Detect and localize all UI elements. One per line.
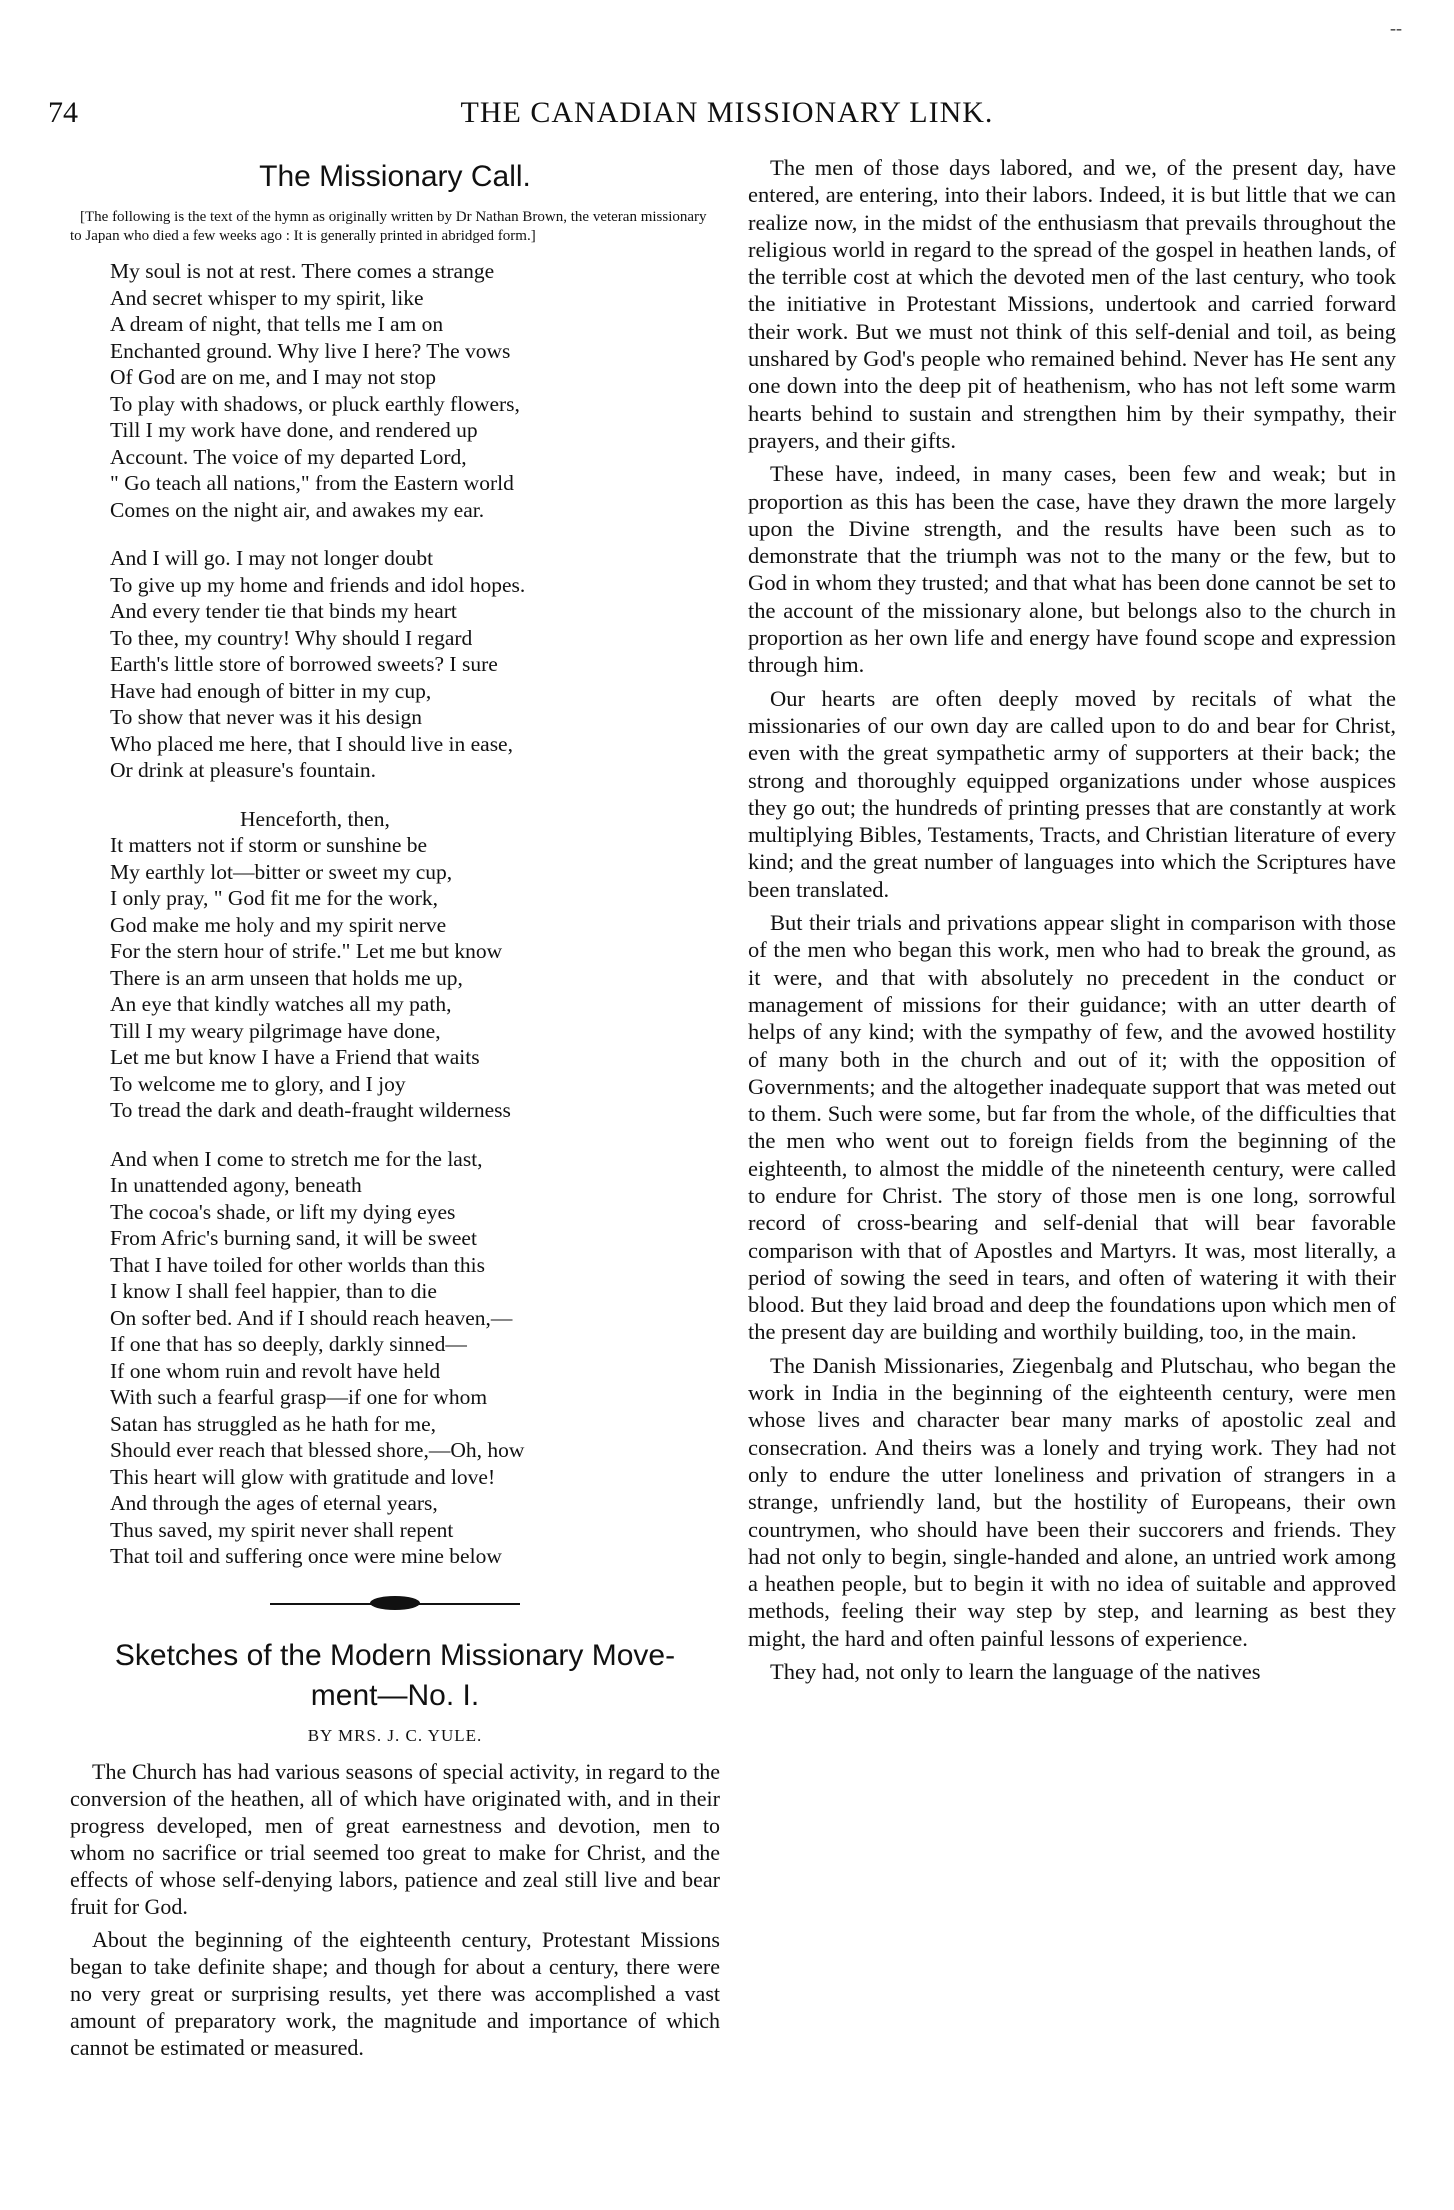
article-paragraph: Our hearts are often deeply moved by recitals of what the missionaries of our own day are called upon to do and bear for Christ, even with the great sympathetic army of supporters at their back; the strong and thoroughly equipped organizations under whose auspices they go out; the hundreds of printing presses that are constantly at work multiplying Bibles, Testaments, Tracts, and Christian literature of every kind; and the great number of languages into which the Scriptures have been translated.	[748, 685, 1396, 902]
article-title-line-2: ment—No. I.	[310, 1678, 480, 1712]
article-paragraph: They had, not only to learn the language of the natives	[770, 1659, 1261, 1685]
article-paragraph: The men of those days labored, and we, of the present day, have entered, are entering, into their labors. Indeed, it is but little that we can realize now, in the midst of the enthusiasm that prevails throughout the religious world in regard to the spread of the gospel in heathen lands, of the terrible cost at which the devoted men of the last century, who took the initiative in Protestant Missions, undertook and carried forward their work. But we must not think of this self-denial and toil, as being unshared by God's people who remained behind. Never has He sent any one down into the deep pit of heathenism, who has not left some warm hearts behind to sustain and strengthen him by their sympathy, their prayers, and their gifts.	[748, 155, 1396, 453]
poem-line: My soul is not at rest. There comes a strange	[110, 259, 495, 283]
poem-line: Let me but know I have a Friend that waits	[110, 1045, 480, 1069]
poem-stanza	[110, 258, 720, 523]
poem-line: Of God are on me, and I may not stop	[110, 365, 437, 389]
article-byline: BY MRS. J. C. YULE.	[307, 1725, 483, 1745]
poem-line: Have had enough of bitter in my cup,	[110, 678, 432, 703]
left-column	[70, 154, 720, 2067]
poem-line: " Go teach all nations," from the Eastern world	[110, 471, 514, 495]
right-column	[748, 154, 1396, 1691]
poem-stanza	[110, 806, 720, 1124]
poem-line: Account. The voice of my departed Lord,	[110, 444, 467, 469]
article-body-right	[748, 154, 1396, 1685]
poem-line: Till I my work have done, and rendered up	[110, 418, 478, 442]
poem-line: It matters not if storm or sunshine be	[110, 833, 428, 857]
section-divider	[70, 1592, 720, 1616]
poem-line: In unattended agony, beneath	[110, 1173, 362, 1197]
poem-line: With such a fearful grasp—if one for whom	[110, 1385, 488, 1409]
poem-line: I only pray, " God fit me for the work,	[110, 886, 439, 910]
poem-line: A dream of night, that tells me I am on	[110, 312, 444, 336]
article-paragraph: The Church has had various seasons of special activity, in regard to the conversion of the heathen, all of which have originated with, and in their progress developed, men of great earnestness and devotion, men to whom no sacrifice or trial seemed too great to make for Christ, and the effects of whose self-denying labors, patience and zeal still live and bear fruit for God.	[70, 1758, 720, 1919]
poem-stanza	[110, 1146, 720, 1570]
poem-line: To give up my home and friends and idol hopes.	[110, 572, 526, 597]
article-paragraph: These have, indeed, in many cases, been few and weak; but in proportion as this has been the case, have they drawn the more largely upon the Divine strength, and the results have been such as to demonstrate that the triumph was not to the many or the few, but to God in whom they trusted; and that what has been done cannot be set to the account of the missionary alone, but belongs also to the church in proportion as her own life and energy have found scope and expression through him.	[748, 461, 1396, 678]
poem-line: Henceforth, then,	[240, 806, 390, 831]
poem-line: Enchanted ground. Why live I here? The vows	[110, 338, 511, 363]
poem-line: To thee, my country! Why should I regard	[110, 625, 473, 650]
poem-line: I know I shall feel happier, than to die	[110, 1279, 437, 1303]
poem-line: That I have toiled for other worlds than this	[110, 1252, 485, 1277]
poem-stanza	[110, 545, 720, 784]
poem-title: The Missionary Call.	[259, 160, 531, 193]
poem-line: To welcome me to glory, and I joy	[110, 1071, 406, 1096]
poem-line: And every tender tie that binds my heart	[110, 599, 457, 623]
poem-line: The cocoa's shade, or lift my dying eyes	[110, 1199, 456, 1224]
article-paragraph: About the beginning of the eighteenth century, Protestant Missions began to take definite shape; and though for about a century, there were no very great or surprising results, yet there was accomplished a vast amount of preparatory work, the magnitude and importance of which cannot be estimated or measured.	[70, 1926, 720, 2060]
poem-line: Should ever reach that blessed shore,—Oh, how	[110, 1438, 525, 1462]
poem-line: If one that has so deeply, darkly sinned—	[110, 1332, 467, 1356]
poem-line: Comes on the night air, and awakes my ear.	[110, 497, 485, 522]
poem-line: There is an arm unseen that holds me up,	[110, 965, 463, 990]
article-title	[70, 1636, 720, 1716]
poem-line: Earth's little store of borrowed sweets? I sure	[110, 652, 498, 676]
poem-line: And when I come to stretch me for the last,	[110, 1146, 483, 1171]
poem-line: This heart will glow with gratitude and love!	[110, 1464, 496, 1489]
poem-note: [The following is the text of the hymn as originally written by Dr Nathan Brown, the veteran missionary to Japan who died a few weeks ago : It is generally printed in abridged form.]	[70, 209, 707, 244]
poem-line: If one whom ruin and revolt have held	[110, 1358, 441, 1383]
poem-line: From Afric's burning sand, it will be sweet	[110, 1226, 477, 1250]
poem-line: Till I my weary pilgrimage have done,	[110, 1018, 441, 1043]
poem-line: And through the ages of eternal years,	[110, 1491, 438, 1515]
poem-line: To play with shadows, or pluck earthly flowers,	[110, 391, 520, 416]
poem-line: That toil and suffering once were mine below	[110, 1544, 502, 1568]
poem-body	[70, 258, 720, 1570]
poem-line: An eye that kindly watches all my path,	[110, 992, 452, 1016]
article-body-left	[70, 1758, 720, 2061]
poem-line: And I will go. I may not longer doubt	[110, 546, 434, 570]
poem-line: Thus saved, my spirit never shall repent	[110, 1517, 454, 1542]
article-title-line-1: Sketches of the Modern Missionary Move-	[114, 1638, 676, 1672]
page-header	[0, 96, 1454, 136]
poem-line: Satan has struggled as he hath for me,	[110, 1411, 436, 1436]
article-paragraph: The Danish Missionaries, Ziegenbalg and Plutschau, who began the work in India in the beginning of the eighteenth century, were men whose lives and character bear many marks of apostolic zeal and consecration. And theirs was a lonely and trying work. They had not only to endure the utter loneliness and privation of strangers in a strange, unfriendly land, but the hostility of Europeans, their own countrymen, who should have been their succorers and friends. They had not only to begin, single-handed and alone, an untried work among a heathen people, but to begin it with no idea of suitable and approved methods, feeling their way step by step, and learning as best they might, the hard and often painful lessons of experience.	[748, 1352, 1396, 1651]
page-number: 74	[48, 96, 78, 129]
poem-line: My earthly lot—bitter or sweet my cup,	[110, 859, 453, 884]
poem-line: And secret whisper to my spirit, like	[110, 285, 424, 310]
poem-line: God make me holy and my spirit nerve	[110, 912, 447, 937]
poem-line: To show that never was it his design	[110, 705, 422, 729]
poem-line: To tread the dark and death-fraught wilderness	[110, 1098, 511, 1122]
running-head: THE CANADIAN MISSIONARY LINK.	[460, 96, 994, 129]
divider-ornament	[370, 1596, 420, 1610]
poem-line: On softer bed. And if I should reach heaven,—	[110, 1305, 513, 1330]
corner-mark: --	[1390, 18, 1402, 38]
poem-line: For the stern hour of strife." Let me but know	[110, 939, 503, 963]
poem-line: Who placed me here, that I should live in ease,	[110, 731, 513, 756]
article-paragraph: But their trials and privations appear slight in comparison with those of the men who began this work, men who had to break the ground, as it were, and that with absolutely no precedent in the conduct or management of missions for their guidance; with an utter dearth of helps of any kind; with the sympathy of few, and the avowed hostility of many both in the church and out of it; with the opposition of Governments; and the altogether inadequate support that was meted out to them. Such were some, but far from the whole, of the difficulties that the men who went out to foreign fields from the beginning of the eighteenth, to almost the middle of the nineteenth century, were called to endure for Christ. The story of those men is one long, sorrowful record of cross-bearing and self-denial that will bear favorable comparison with that of Apostles and Martyrs. It was, most literally, a period of sowing the seed in tears, and often of watering it with their blood. But they laid broad and deep the foundations upon which men of the present day are building and worthily building, too, in the main.	[748, 910, 1396, 1345]
poem-line: Or drink at pleasure's fountain.	[110, 758, 376, 782]
